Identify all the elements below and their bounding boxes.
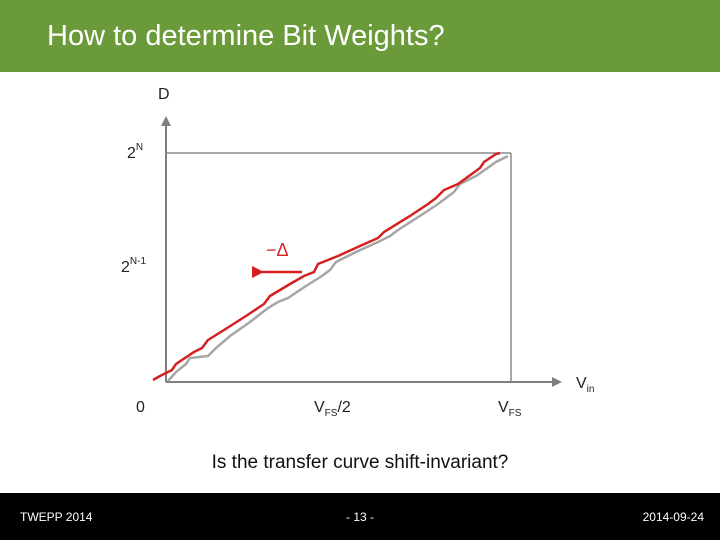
slide-title: How to determine Bit Weights?	[47, 20, 445, 52]
shifted-transfer-curve	[153, 153, 500, 380]
footer-conference: TWEPP 2014	[20, 510, 93, 524]
x-axis-label-base: V	[576, 375, 587, 392]
y-tick-full-scale	[127, 142, 143, 162]
ideal-transfer-curve	[168, 156, 508, 381]
x-axis-label	[576, 375, 594, 395]
shift-label: −Δ	[266, 240, 289, 260]
y-tick-full-scale-exponent: N	[135, 142, 144, 153]
y-axis-label: D	[158, 86, 170, 103]
origin-label: 0	[136, 399, 145, 416]
y-tick-half-scale-exponent: N-1	[129, 256, 147, 267]
x-tick-half-scale	[314, 399, 351, 419]
x-tick-half-scale-subscript: FS	[324, 408, 338, 419]
x-tick-full-scale	[498, 399, 522, 419]
y-tick-full-scale-base: 2	[127, 145, 136, 162]
x-tick-full-scale-base: V	[498, 399, 509, 416]
slide-caption: Is the transfer curve shift-invariant?	[211, 452, 509, 473]
y-tick-half-scale	[121, 256, 146, 276]
x-tick-half-scale-base: V	[314, 399, 325, 416]
y-tick-half-scale-base: 2	[121, 259, 130, 276]
x-axis-label-subscript: in	[586, 384, 595, 395]
footer-page-number: - 13 -	[345, 510, 374, 524]
x-tick-half-scale-suffix: /2	[337, 399, 351, 416]
footer-date: 2014-09-24	[642, 510, 704, 524]
x-tick-full-scale-subscript: FS	[508, 408, 522, 419]
footer-bar	[0, 493, 720, 540]
